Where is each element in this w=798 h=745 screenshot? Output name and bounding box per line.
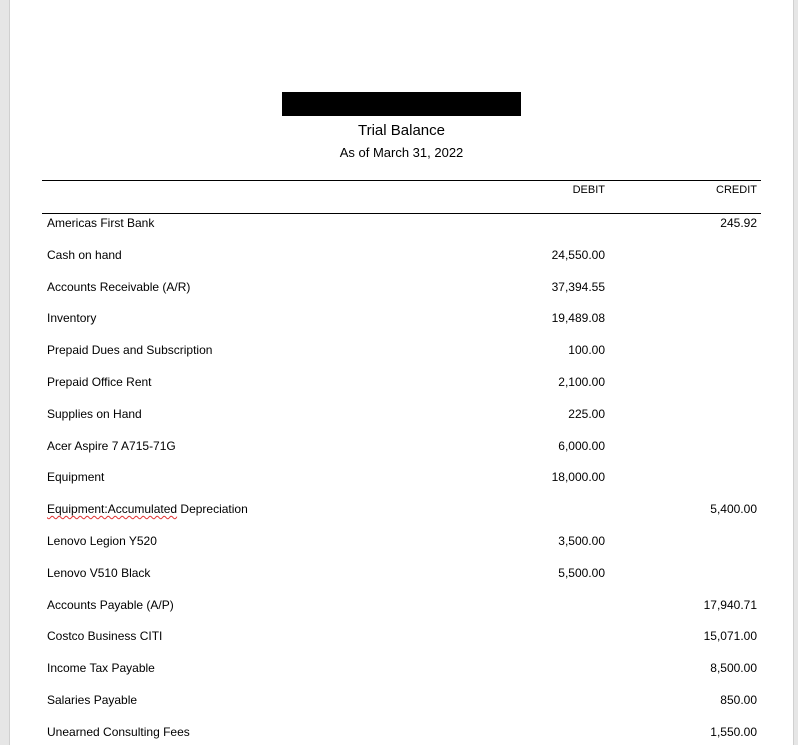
table-row: [10, 406, 793, 438]
table-row: [10, 247, 793, 279]
account-name: Accounts Receivable (A/R): [47, 279, 191, 294]
credit-amount: 850.00: [720, 692, 757, 707]
header-top-rule: [42, 180, 761, 181]
account-name: Income Tax Payable: [47, 661, 155, 676]
account-name: Inventory: [47, 311, 97, 326]
table-row: [10, 692, 793, 724]
debit-amount: 18,000.00: [551, 470, 605, 485]
table-row: [10, 724, 793, 745]
table-row: [10, 501, 793, 533]
credit-amount: 8,500.00: [710, 661, 757, 676]
trial-balance-rows: [10, 215, 793, 745]
debit-amount: 24,550.00: [551, 247, 605, 262]
credit-amount: 245.92: [720, 216, 757, 230]
debit-column-header: DEBIT: [572, 184, 605, 196]
table-row: [10, 660, 793, 692]
account-name: Lenovo V510 Black: [47, 565, 151, 580]
report-date: As of March 31, 2022: [339, 145, 464, 160]
credit-amount: 1,550.00: [710, 724, 757, 739]
account-name: Cash on hand: [47, 247, 122, 262]
document-page: [9, 0, 794, 745]
account-name: Prepaid Office Rent: [47, 374, 152, 389]
table-row: [10, 310, 793, 342]
table-row: [10, 628, 793, 660]
report-title: Trial Balance: [358, 122, 445, 139]
spellcheck-underline: Equipment:Accumulated: [47, 502, 178, 517]
account-name: Salaries Payable: [47, 692, 138, 707]
account-name: Accounts Payable (A/P): [47, 597, 174, 612]
account-name: Acer Aspire 7 A715-71G: [47, 438, 176, 453]
account-name: Equipment: [47, 470, 105, 485]
account-name: Equipment:Accumulated Depreciation: [47, 502, 248, 517]
table-row: [10, 374, 793, 406]
table-row: [10, 597, 793, 629]
credit-amount: 15,071.00: [703, 629, 757, 644]
debit-amount: 19,489.08: [551, 311, 605, 326]
account-name: Lenovo Legion Y520: [47, 533, 157, 548]
table-row: [10, 342, 793, 374]
debit-amount: 2,100.00: [558, 374, 605, 389]
table-row: [10, 279, 793, 311]
table-row: [10, 533, 793, 565]
header-bottom-rule: [42, 213, 761, 214]
debit-amount: 5,500.00: [558, 565, 605, 580]
table-row: [10, 565, 793, 597]
debit-amount: 225.00: [568, 406, 605, 421]
account-name: Americas First Bank: [47, 216, 155, 230]
debit-amount: 3,500.00: [558, 533, 605, 548]
table-row: [10, 469, 793, 501]
debit-amount: 100.00: [568, 343, 605, 358]
debit-amount: 6,000.00: [558, 438, 605, 453]
account-name: Supplies on Hand: [47, 406, 142, 421]
debit-amount: 37,394.55: [551, 279, 605, 294]
table-row: [10, 438, 793, 470]
account-name: Costco Business CITI: [47, 629, 163, 644]
account-name: Prepaid Dues and Subscription: [47, 343, 213, 358]
table-row: [10, 215, 793, 247]
credit-amount: 17,940.71: [703, 597, 757, 612]
account-name: Unearned Consulting Fees: [47, 724, 190, 739]
credit-amount: 5,400.00: [710, 502, 757, 517]
credit-column-header: CREDIT: [716, 184, 757, 196]
redacted-company-name: [282, 92, 521, 116]
